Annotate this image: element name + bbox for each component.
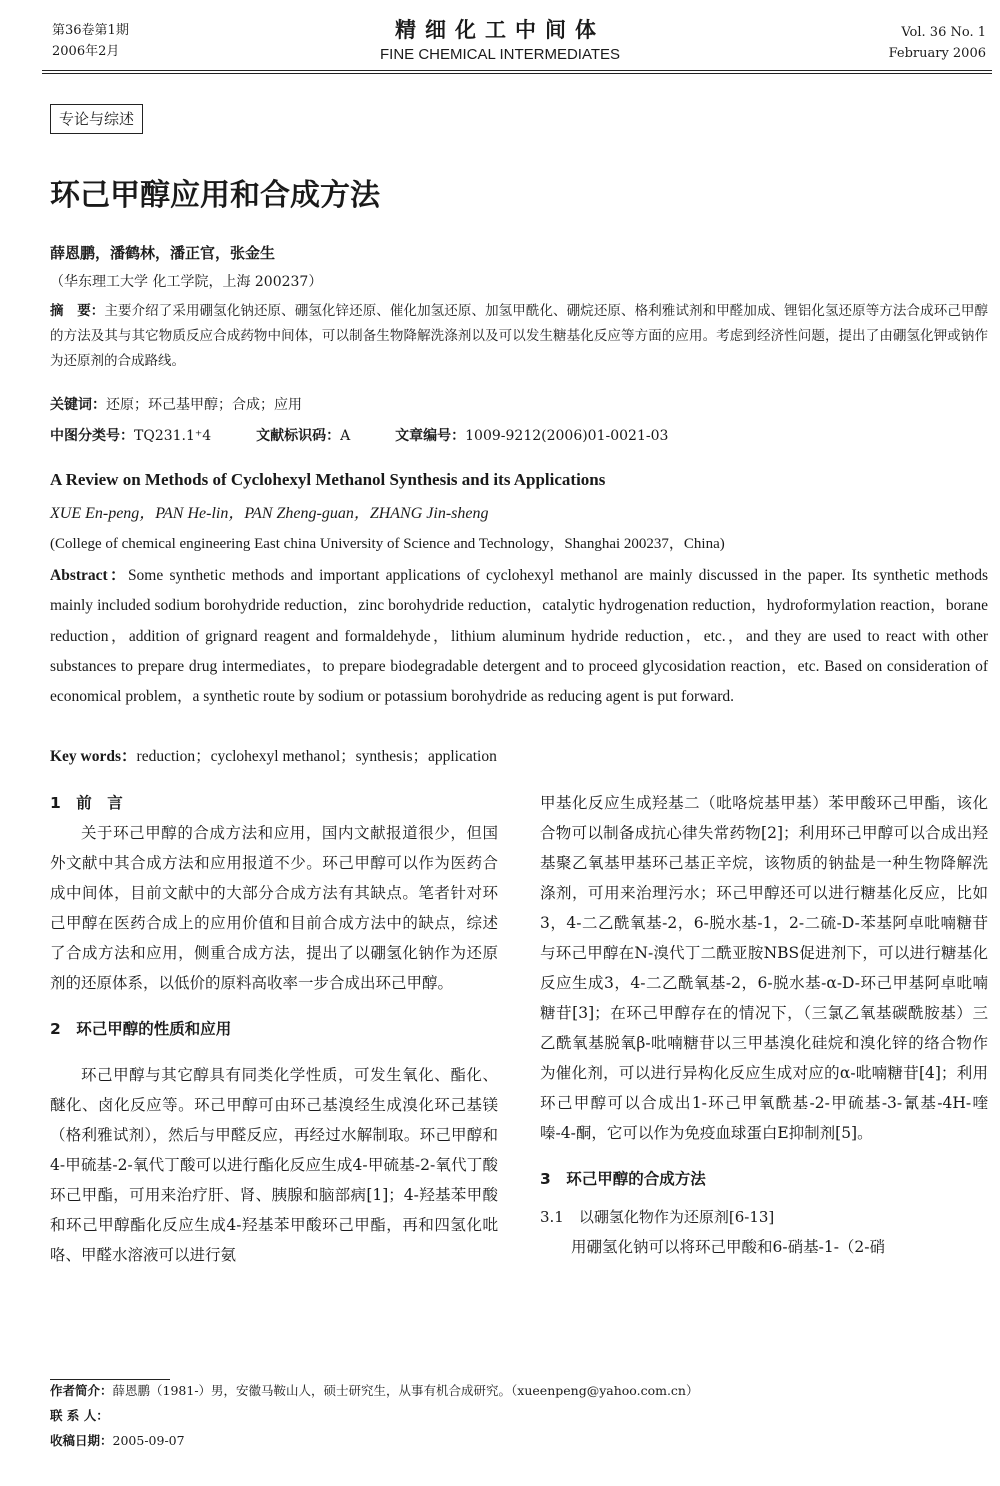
section-3-1-heading: 3.1 以硼氢化物作为还原剂[6-13] [540, 1208, 775, 1226]
body-column-right [540, 788, 988, 1262]
classification-line [50, 425, 988, 445]
header-right [889, 22, 986, 64]
section-1-heading: 1 前 言 [50, 794, 123, 812]
keywords-en-text: reduction；cyclohexyl methanol；synthesis；application [136, 748, 497, 765]
abstract-en-text: Some synthetic methods and important applications of cyclohexyl methanol are mainly discussed in the paper. Its synthetic methods mainly included sodium borohydride reduction，zinc borohydride reduction，catalytic hydrogenation reduction，hydroformylation reaction，borane reduction，addition of grignard reagent and formaldehyde，lithium aluminum hydride reduction，etc.，and they are used to react with other substances to prepare drug intermediates，to prepare biodegradable detergent and to proceed glycosidation reaction，etc. Based on consideration of economical problem，a synthetic route by sodium or potassium borohydride as reducing agent is put forward. [50, 567, 988, 706]
section-2-heading: 2 环己甲醇的性质和应用 [50, 1020, 232, 1038]
article-number-label: 文章编号： [395, 428, 466, 444]
date-cn: 2006年2月 [52, 44, 120, 59]
contact-label: 联 系 人： [50, 1408, 109, 1423]
received-date [50, 1430, 185, 1452]
keywords-cn-label: 关键词： [50, 397, 106, 413]
keywords-en [50, 744, 497, 766]
journal-name-en: FINE CHEMICAL INTERMEDIATES [379, 46, 621, 63]
header-rule [42, 70, 992, 71]
abstract-cn [50, 299, 988, 374]
abstract-cn-text: 主要介绍了采用硼氢化钠还原、硼氢化锌还原、催化加氢还原、加氢甲酰化、硼烷还原、格利雅试剂和甲醛加成、锂铝化氢还原等方法合成环己甲醇的方法及其与其它物质反应合成药物中间体，可以制备生物降解洗涤剂以及可以发生糖基化反应等方面的应用。考虑到经济性问题，提出了由硼氢化钾或钠作为还原剂的合成路线。 [50, 303, 989, 369]
author-bio-text: 薛恩鹏（1981-）男，安徽马鞍山人，硕士研究生，从事有机合成研究。（xueenpeng@yahoo.com.cn） [112, 1383, 699, 1398]
author-bio [50, 1380, 698, 1402]
clc-value: TQ231.1⁺4 [134, 428, 212, 444]
authors-en: XUE En-peng，PAN He-lin，PAN Zheng-guan，ZHANG Jin-sheng [50, 505, 489, 522]
doc-code-value: A [340, 428, 351, 444]
date-en: February 2006 [888, 46, 986, 61]
affiliation-en: (College of chemical engineering East china University of Science and Technology，Shanghai 200237，China) [50, 536, 725, 552]
section-2-paragraph: 环己甲醇与其它醇具有同类化学性质，可发生氧化、酯化、醚化、卤化反应等。环己甲醇可由环己基溴经生成溴化环己基镁（格利雅试剂），然后与甲醛反应，再经过水解制取。环己甲醇和4-甲硫基-2-氧代丁酸可以进行酯化反应生成4-甲硫基-2-氧代丁酸环己甲酯，可用来治疗肝、肾、胰腺和脑部病[1]；4-羟基苯甲酸和环己甲醇酯化反应生成4-羟基苯甲酸环己甲酯，再和四氢化吡咯、甲醛水溶液可以进行氨 [50, 1066, 498, 1264]
doc-code-label: 文献标识码： [256, 428, 341, 444]
abstract-cn-label: 摘 要： [50, 303, 105, 319]
clc-label: 中图分类号： [50, 428, 134, 444]
article-title-en: A Review on Methods of Cyclohexyl Methanol Synthesis and its Applications [50, 470, 606, 489]
abstract-en [50, 561, 988, 712]
author-bio-label: 作者简介： [50, 1383, 113, 1398]
keywords-cn [50, 394, 988, 414]
body-column-left [50, 788, 498, 1270]
abstract-en-label: Abstract： [50, 567, 128, 584]
journal-masthead [0, 14, 1000, 63]
received-text: 2005-09-07 [112, 1433, 185, 1448]
affiliation-cn: （华东理工大学 化工学院，上海 200237） [50, 274, 323, 290]
journal-name-cn: 精细化工中间体 [395, 18, 605, 42]
keywords-en-label: Key words： [50, 748, 137, 765]
received-label: 收稿日期： [50, 1433, 113, 1448]
section-tag: 专论与综述 [50, 104, 143, 134]
keywords-cn-text: 还原；环己基甲醇；合成；应用 [106, 397, 302, 413]
article-number-value: 1009-9212(2006)01-0021-03 [465, 428, 669, 444]
contact-person [50, 1405, 109, 1427]
header-rule-thin [42, 73, 992, 74]
section-1-paragraph: 关于环己甲醇的合成方法和应用，国内文献报道很少，但国外文献中其合成方法和应用报道不少。环己甲醇可以作为医药合成中间体，目前文献中的大部分合成方法有其缺点。笔者针对环己甲醇在医药合成上的应用价值和目前合成方法中的缺点，综述了合成方法和应用，侧重合成方法，提出了以硼氢化钠作为还原剂的还原体系，以低价的原料高收率一步合成出环己甲醇。 [50, 824, 498, 992]
section-2-paragraph-cont: 甲基化反应生成羟基二（吡咯烷基甲基）苯甲酸环己甲酯，该化合物可以制备成抗心律失常药物[2]；利用环己甲醇可以合成出羟基聚乙氧基甲基环己基正辛烷，该物质的钠盐是一种生物降解洗涤剂，可用来治理污水；环己甲醇还可以进行糖基化反应，比如3，4-二乙酰氧基-2，6-脱水基-1，2-二硫-D-苯基阿卓吡喃糖苷与环己甲醇在N-溴代丁二酰亚胺NBS促进剂下，可以进行糖基化反应生成3，4-二乙酰氧基-2，6-脱水基-α-D-环己甲基阿卓吡喃糖苷[3]；在环己甲醇存在的情况下，（三氯乙氧基碳酰胺基）三乙酰氧基脱氧β-吡喃糖苷以三甲基溴化硅烷和溴化锌的络合物作为催化剂，可以进行异构化反应生成对应的α-吡喃糖苷[4]；利用环己甲醇可以合成出1-环己甲氧酰基-2-甲硫基-3-氰基-4H-喹嗪-4-酮，它可以作为免疫血球蛋白E抑制剂[5]。 [540, 794, 988, 1142]
section-3-heading: 3 环己甲醇的合成方法 [540, 1170, 706, 1188]
volume-issue-en: Vol. 36 No. 1 [901, 25, 986, 40]
article-title-cn: 环己甲醇应用和合成方法 [50, 178, 380, 213]
section-3-1-paragraph: 用硼氢化钠可以将环己甲酸和6-硝基-1-（2-硝 [571, 1238, 886, 1256]
volume-issue-cn: 第36卷第1期 [52, 23, 129, 38]
authors-cn: 薛恩鹏，潘鹤林，潘正官，张金生 [50, 244, 276, 262]
